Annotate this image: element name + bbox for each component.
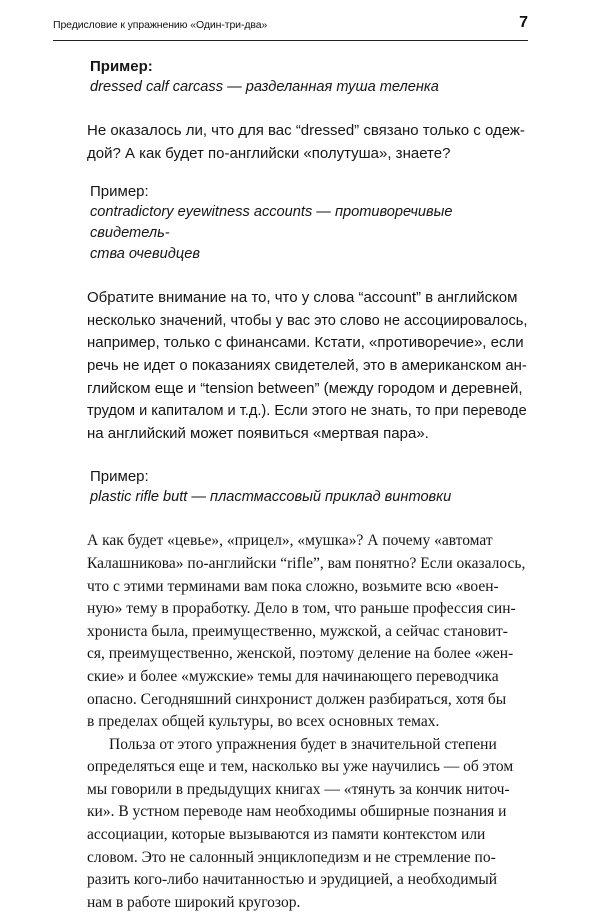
text-line: хрониста была, преимущественно, мужской, а сейчас становит-	[87, 622, 508, 640]
text-line: опасно. Сегодняшний синхронист должен разбираться, хотя бы	[87, 690, 507, 708]
text-line: в пределах общей культуры, во всех основных темах.	[87, 713, 440, 731]
text-line: разить кого-либо начитанностью и эрудицией, а необходимый	[87, 871, 498, 889]
example-label: Пример:	[90, 58, 153, 75]
text-line: глийском еще и “tension between” (между городом и деревней,	[87, 379, 523, 397]
text-line: на английский может появиться «мертвая пара».	[87, 424, 429, 442]
text-line: дой? А как будет по-английски «полутуша», знаете?	[87, 144, 451, 162]
text-line: А как будет «цевье», «прицел», «мушка»? А почему «автомат	[87, 532, 493, 550]
example-block	[87, 182, 527, 265]
text-line: речь не идет о показаниях свидетелей, это в американском ан-	[87, 356, 527, 374]
text-line: ские» и более «мужские» темы для начинающего переводчика	[87, 667, 499, 685]
text-line: определяться еще и тем, насколько вы уже научились — об этом	[87, 758, 514, 776]
text-line: Калашникова» по-английски “rifle”, вам понятно? Если оказалось,	[87, 554, 526, 572]
text-line: Обратите внимание на то, что у слова “account” в английском	[87, 289, 518, 307]
example-text: dressed calf carcass — разделанная туша теленка	[90, 79, 439, 95]
paragraph	[87, 287, 527, 445]
running-head	[53, 14, 528, 41]
page-body	[87, 57, 527, 914]
text-line: что с этими терминами вам пока сложно, возьмите всю «воен-	[87, 577, 499, 595]
example-label: Пример:	[90, 468, 149, 486]
text-line: например, только с финансами. Кстати, «противоречие», если	[87, 334, 524, 352]
text-line: ки». В устном переводе нам необходимы обширные познания и	[87, 803, 507, 821]
paragraph	[87, 120, 527, 165]
example-text: contradictory eyewitness accounts — противоречивые свидетель-	[90, 204, 453, 242]
text-line: словом. Это не салонный энциклопедизм и не стремление по-	[87, 848, 496, 866]
text-line: нам в работе широкий кругозор.	[87, 893, 301, 911]
paragraph	[87, 734, 527, 914]
running-title: Предисловие к упражнению «Один-три-два»	[53, 19, 268, 31]
text-line: несколько значений, чтобы у вас это слово не ассоциировалось,	[87, 311, 528, 329]
text-line: ся, преимущественно, женской, поэтому деление на более «жен-	[87, 645, 514, 663]
paragraph	[87, 530, 527, 733]
text-line: мы говорили в предыдущих книгах — «тянуть за кончик ниточ-	[87, 780, 510, 798]
example-block	[87, 57, 527, 98]
example-label: Пример:	[90, 183, 149, 201]
text-line: трудом и капиталом и т.д.). Если этого не знать, то при переводе	[87, 402, 527, 420]
example-text: ства очевидцев	[90, 246, 200, 263]
text-line: ную» тему в проработку. Дело в том, что раньше профессия син-	[87, 600, 516, 618]
example-block	[87, 467, 527, 508]
text-line: Польза от этого упражнения будет в значительной степени	[109, 735, 497, 753]
text-line: ассоциации, которые вызываются из памяти контекстом или	[87, 826, 486, 844]
example-text: plastic rifle butt — пластмассовый приклад винтовки	[90, 489, 452, 506]
text-line: Не оказалось ли, что для вас “dressed” связано только с одеж-	[87, 122, 525, 139]
page-number: 7	[519, 14, 528, 31]
